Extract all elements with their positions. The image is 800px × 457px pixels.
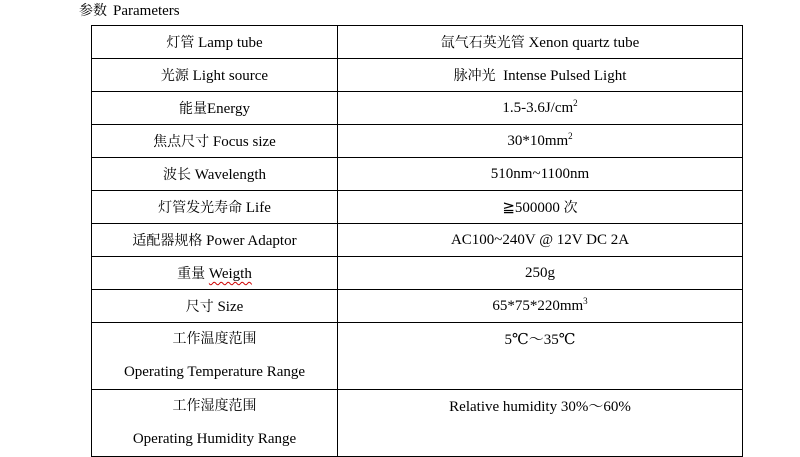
value-text: AC100~240V @ 12V DC 2A — [450, 231, 630, 248]
param-value — [338, 390, 743, 457]
label-en: Weigth — [208, 266, 252, 282]
table-row — [92, 290, 743, 323]
param-value — [338, 125, 743, 158]
label-en: Focus size — [212, 134, 276, 150]
label-zh: 灯管发光寿命 — [158, 200, 243, 216]
param-value — [338, 290, 743, 323]
section-heading — [79, 1, 180, 21]
table-row — [92, 224, 743, 257]
value-superscript: 2 — [573, 97, 578, 108]
param-value — [338, 224, 743, 257]
param-value — [338, 92, 743, 125]
label-zh: 工作温度范围 — [172, 331, 257, 347]
table-row — [92, 59, 743, 92]
value-text: 250g — [525, 264, 555, 281]
label-en: Operating Humidity Range — [132, 431, 297, 447]
table-row — [92, 26, 743, 59]
label-en: Life — [245, 200, 271, 216]
value-zh: 氙气石英光管 — [440, 35, 525, 51]
param-label — [92, 158, 338, 191]
label-zh: 工作湿度范围 — [172, 398, 257, 414]
param-label — [92, 26, 338, 59]
value-main: ≧500000 — [502, 200, 560, 216]
section-heading-en: Parameters — [113, 3, 180, 19]
section-heading-zh: 参数 — [79, 3, 107, 19]
label-en: Size — [217, 299, 244, 315]
parameters-table — [91, 25, 743, 457]
param-label — [92, 125, 338, 158]
param-label — [92, 257, 338, 290]
param-label — [92, 390, 338, 457]
value-text: Relative humidity 30%～60% — [449, 399, 631, 415]
table-row — [92, 323, 743, 390]
param-label — [92, 224, 338, 257]
table-row — [92, 191, 743, 224]
label-en: Lamp tube — [198, 35, 263, 51]
value-en: Intense Pulsed Light — [503, 68, 627, 84]
label-en: Power Adaptor — [206, 233, 297, 249]
label-zh: 焦点尺寸 — [153, 134, 210, 150]
label-zh: 尺寸 — [185, 299, 214, 315]
table-row — [92, 390, 743, 457]
label-en: Operating Temperature Range — [123, 364, 306, 380]
param-value — [338, 158, 743, 191]
value-superscript: 3 — [583, 295, 588, 306]
param-value — [338, 191, 743, 224]
param-label — [92, 191, 338, 224]
value-text: 510nm~1100nm — [490, 165, 590, 182]
label-zh: 光源 — [160, 68, 189, 84]
value-main: 1.5-3.6J/cm — [502, 99, 574, 116]
param-label — [92, 290, 338, 323]
label-zh: 重量 — [177, 266, 206, 282]
table-row — [92, 92, 743, 125]
value-zh: 次 — [563, 200, 578, 216]
label-zh: 波长 — [162, 167, 191, 183]
param-label — [92, 59, 338, 92]
value-superscript: 2 — [568, 130, 573, 141]
label-en: Wavelength — [194, 167, 266, 183]
table-row — [92, 257, 743, 290]
value-zh: 脉冲光 — [453, 68, 496, 84]
value-text: 5℃～35℃ — [504, 332, 576, 348]
param-label — [92, 323, 338, 390]
param-value — [338, 59, 743, 92]
table-row — [92, 158, 743, 191]
label-zh: 灯管 — [166, 35, 195, 51]
param-value — [338, 257, 743, 290]
value-main: 30*10mm — [507, 132, 569, 149]
param-value — [338, 26, 743, 59]
label-zh: 能量 — [178, 101, 207, 117]
value-en: Xenon quartz tube — [528, 35, 640, 51]
param-value — [338, 323, 743, 390]
label-zh: 适配器规格 — [132, 233, 203, 249]
table-row — [92, 125, 743, 158]
param-label — [92, 92, 338, 125]
label-en: Light source — [192, 68, 269, 84]
label-en: Energy — [206, 101, 251, 117]
value-main: 65*75*220mm — [492, 297, 584, 314]
